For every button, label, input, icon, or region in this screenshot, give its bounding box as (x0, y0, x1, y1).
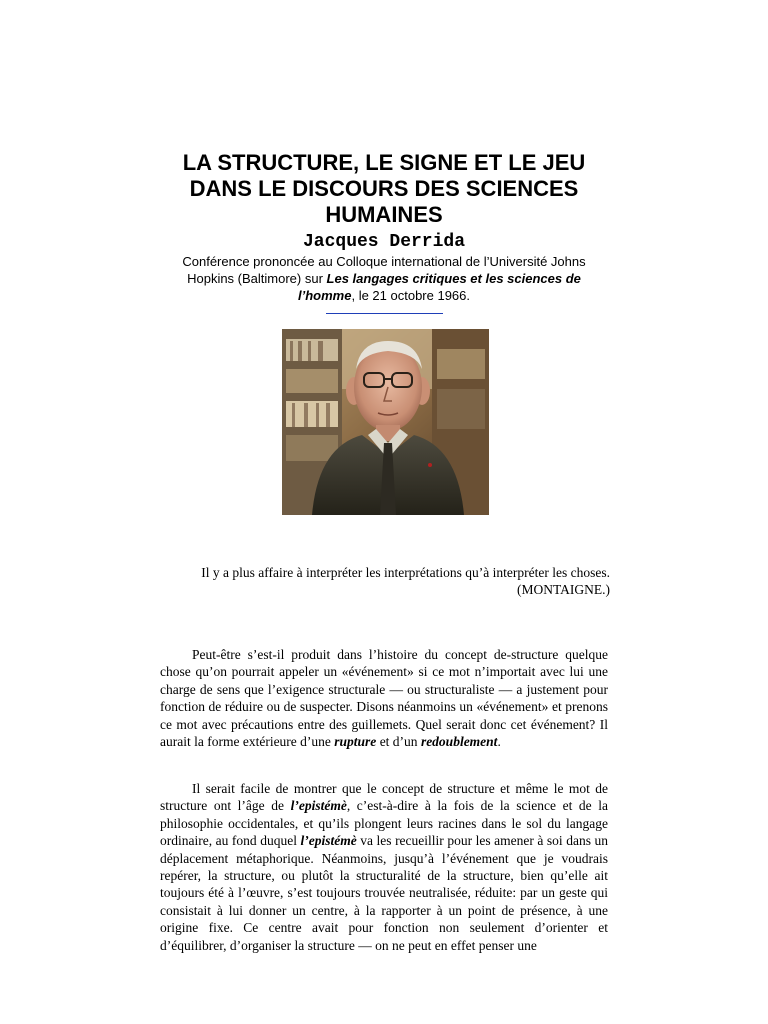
paragraph-1-text: Peut-être s’est-il produit dans l’histoire du concept de-structure quelque chose qu’on pourrait appeler un «événement» si ce mot n’importait avec lui une charge de sens que l’exigence structurale — ou structuraliste — a justement pour fonction de réduire ou de suspecter. Disons néanmoins un «événement» et prenons ce mot avec précautions entre des guillemets. Quel serait donc cet événement? Il aurait la forme extérieure d’une (160, 647, 608, 750)
separator-rule (326, 313, 443, 314)
paragraph-2-emphasis-episteme-2: l’epistémè (300, 833, 357, 849)
paragraph-2-text-a: Il serait facile de montrer que le concept de structure et même le mot de structure ont l’âge de (160, 781, 608, 814)
body-paragraph-2 (160, 780, 608, 954)
paragraph-1-text-end: . (497, 734, 501, 750)
document-title (120, 150, 648, 228)
epigraph-quote: Il y a plus affaire à interpréter les interprétations qu’à interpréter les choses. (MONTAIGNE.) (201, 565, 610, 597)
paragraph-1-emphasis-redoublement: redoublement (420, 734, 498, 750)
conference-emphasis: Les langages critiques et les sciences de l’homme (298, 271, 581, 303)
author-portrait-photo (282, 329, 489, 515)
conference-text-before: Conférence prononcée au Colloque international de l’Université Johns Hopkins (Baltimore) sur (182, 254, 586, 286)
title-line-2: DANS LE DISCOURS DES SCIENCES (189, 176, 579, 201)
paragraph-2-emphasis-episteme-1: l’epistémè (290, 798, 347, 814)
author-name: Jacques Derrida (302, 232, 466, 252)
paragraph-2-text-b: , c’est-à-dire à la fois de la science et de la philosophie occidentales, et qu’ils plongent leurs racines dans le sol du langage ordinaire, au fond duquel (160, 798, 608, 849)
conference-text-after: , le 21 octobre 1966. (351, 288, 470, 303)
title-line-3: HUMAINES (325, 202, 443, 227)
paragraph-1-text-mid: et d’un (376, 734, 421, 750)
body-paragraph-1 (160, 646, 608, 750)
paragraph-2-text-c: va les recueillir pour les amener à soi dans un déplacement métaphorique. Néanmoins, jusqu’à l’événement que je voudrais repérer, la structure, ou plutôt la structuralité de la structure, bien qu’elle ait toujours été à l’œuvre, s’est toujours trouvée neutralisée, réduite: par un geste qui consistait à lui donner un centre, à la rapporter à un point de présence, à une origine fixe. Ce centre avait pour fonction non seulement d’orienter et d’équilibrer, d’organiser la structure — on ne peut en effet penser une (160, 833, 608, 953)
paragraph-1-emphasis-rupture: rupture (334, 734, 377, 750)
conference-note (160, 253, 608, 304)
title-line-1: LA STRUCTURE, LE SIGNE ET LE JEU (182, 150, 586, 175)
